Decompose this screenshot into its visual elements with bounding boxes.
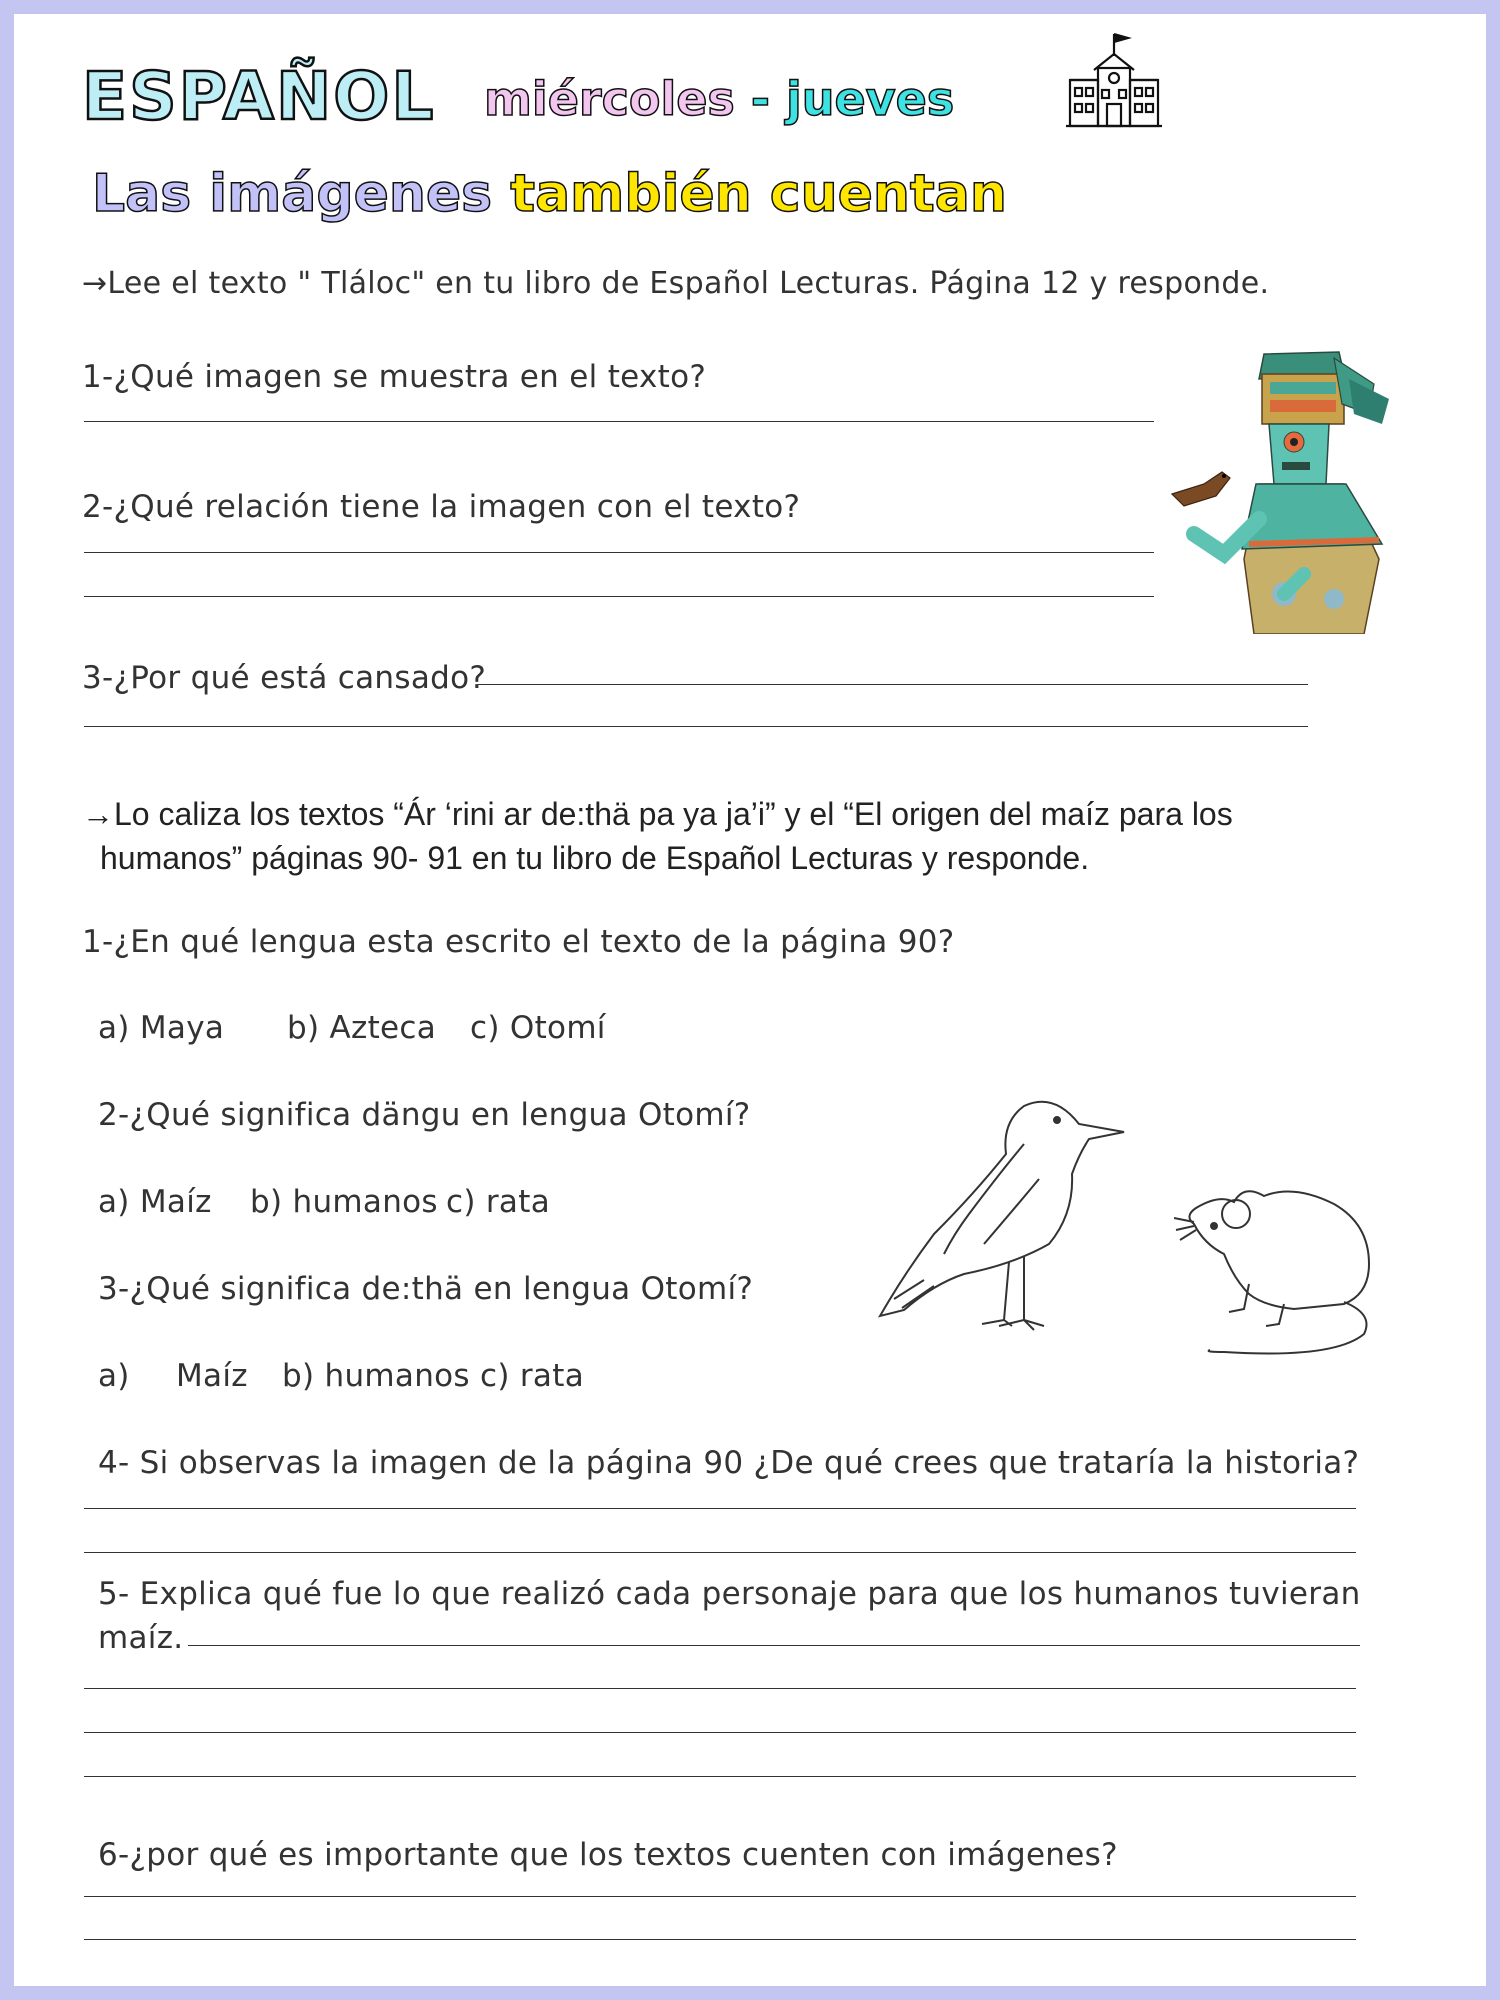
section2-question-4: 4- Si observas la imagen de la página 90 ¿De qué crees que trataría la historia? (98, 1445, 1360, 1481)
q3-option-c[interactable]: c) rata (480, 1358, 584, 1394)
days-heading (484, 72, 954, 126)
tlaloc-illustration (1164, 344, 1394, 634)
answer-line[interactable] (84, 726, 1308, 727)
q1-option-c[interactable]: c) Otomí (470, 1010, 606, 1046)
answer-line[interactable] (84, 1732, 1356, 1733)
answer-line[interactable] (84, 1939, 1356, 1940)
school-icon (1064, 30, 1164, 130)
answer-line[interactable] (478, 684, 1308, 685)
section2-question-3: 3-¿Qué significa de:thä en lengua Otomí? (98, 1271, 754, 1307)
answer-line[interactable] (84, 1776, 1356, 1777)
q2-option-c[interactable]: c) rata (446, 1184, 550, 1220)
crow-illustration (874, 1084, 1164, 1344)
worksheet-page (14, 14, 1486, 1986)
section2-question-6: 6-¿por qué es importante que los textos cuenten con imágenes? (98, 1837, 1118, 1873)
section2-instruction-line2: humanos” páginas 90- 91 en tu libro de Español Lecturas y responde. (100, 840, 1090, 876)
answer-line[interactable] (188, 1645, 1360, 1646)
answer-line[interactable] (84, 596, 1154, 597)
rat-illustration (1174, 1174, 1404, 1364)
subject-heading: ESPAÑOL (82, 58, 436, 135)
section1-question-2: 2-¿Qué relación tiene la imagen con el texto? (82, 489, 801, 525)
section2-question-1: 1-¿En qué lengua esta escrito el texto de la página 90? (82, 924, 955, 960)
answer-line[interactable] (84, 1896, 1356, 1897)
q1-option-b[interactable]: b) Azteca (287, 1010, 437, 1046)
answer-line[interactable] (84, 1552, 1356, 1553)
answer-line[interactable] (84, 552, 1154, 553)
answer-line[interactable] (84, 1508, 1356, 1509)
answer-line[interactable] (84, 1688, 1356, 1689)
q2-option-b[interactable]: b) humanos (250, 1184, 438, 1220)
section2-question-5-line2: maíz. (98, 1620, 184, 1656)
title-part-1: Las imágenes (92, 164, 493, 224)
day-thursday: jueves (785, 72, 955, 126)
section2-instruction-line1: →Lo caliza los textos “Ár ‘rini ar de:thä pa ya ja’i” y el “El origen del maíz para los (82, 796, 1233, 832)
q3-option-a-text[interactable]: Maíz (176, 1358, 248, 1394)
section2-question-5-line1: 5- Explica qué fue lo que realizó cada personaje para que los humanos tuvieran (98, 1576, 1361, 1612)
title-part-2: también cuentan (510, 164, 1007, 224)
worksheet-title (92, 164, 1007, 224)
section1-question-3: 3-¿Por qué está cansado? (82, 660, 487, 696)
q3-option-a[interactable]: a) (98, 1358, 130, 1394)
day-separator: - (734, 72, 786, 126)
section1-instruction: →Lee el texto " Tláloc" en tu libro de Español Lecturas. Página 12 y responde. (82, 266, 1270, 301)
q2-option-a[interactable]: a) Maíz (98, 1184, 212, 1220)
q1-option-a[interactable]: a) Maya (98, 1010, 225, 1046)
section1-question-1: 1-¿Qué imagen se muestra en el texto? (82, 359, 707, 395)
answer-line[interactable] (84, 421, 1154, 422)
q3-option-b[interactable]: b) humanos (282, 1358, 470, 1394)
day-wednesday: miércoles (484, 72, 735, 126)
section2-question-2: 2-¿Qué significa dängu en lengua Otomí? (98, 1097, 751, 1133)
